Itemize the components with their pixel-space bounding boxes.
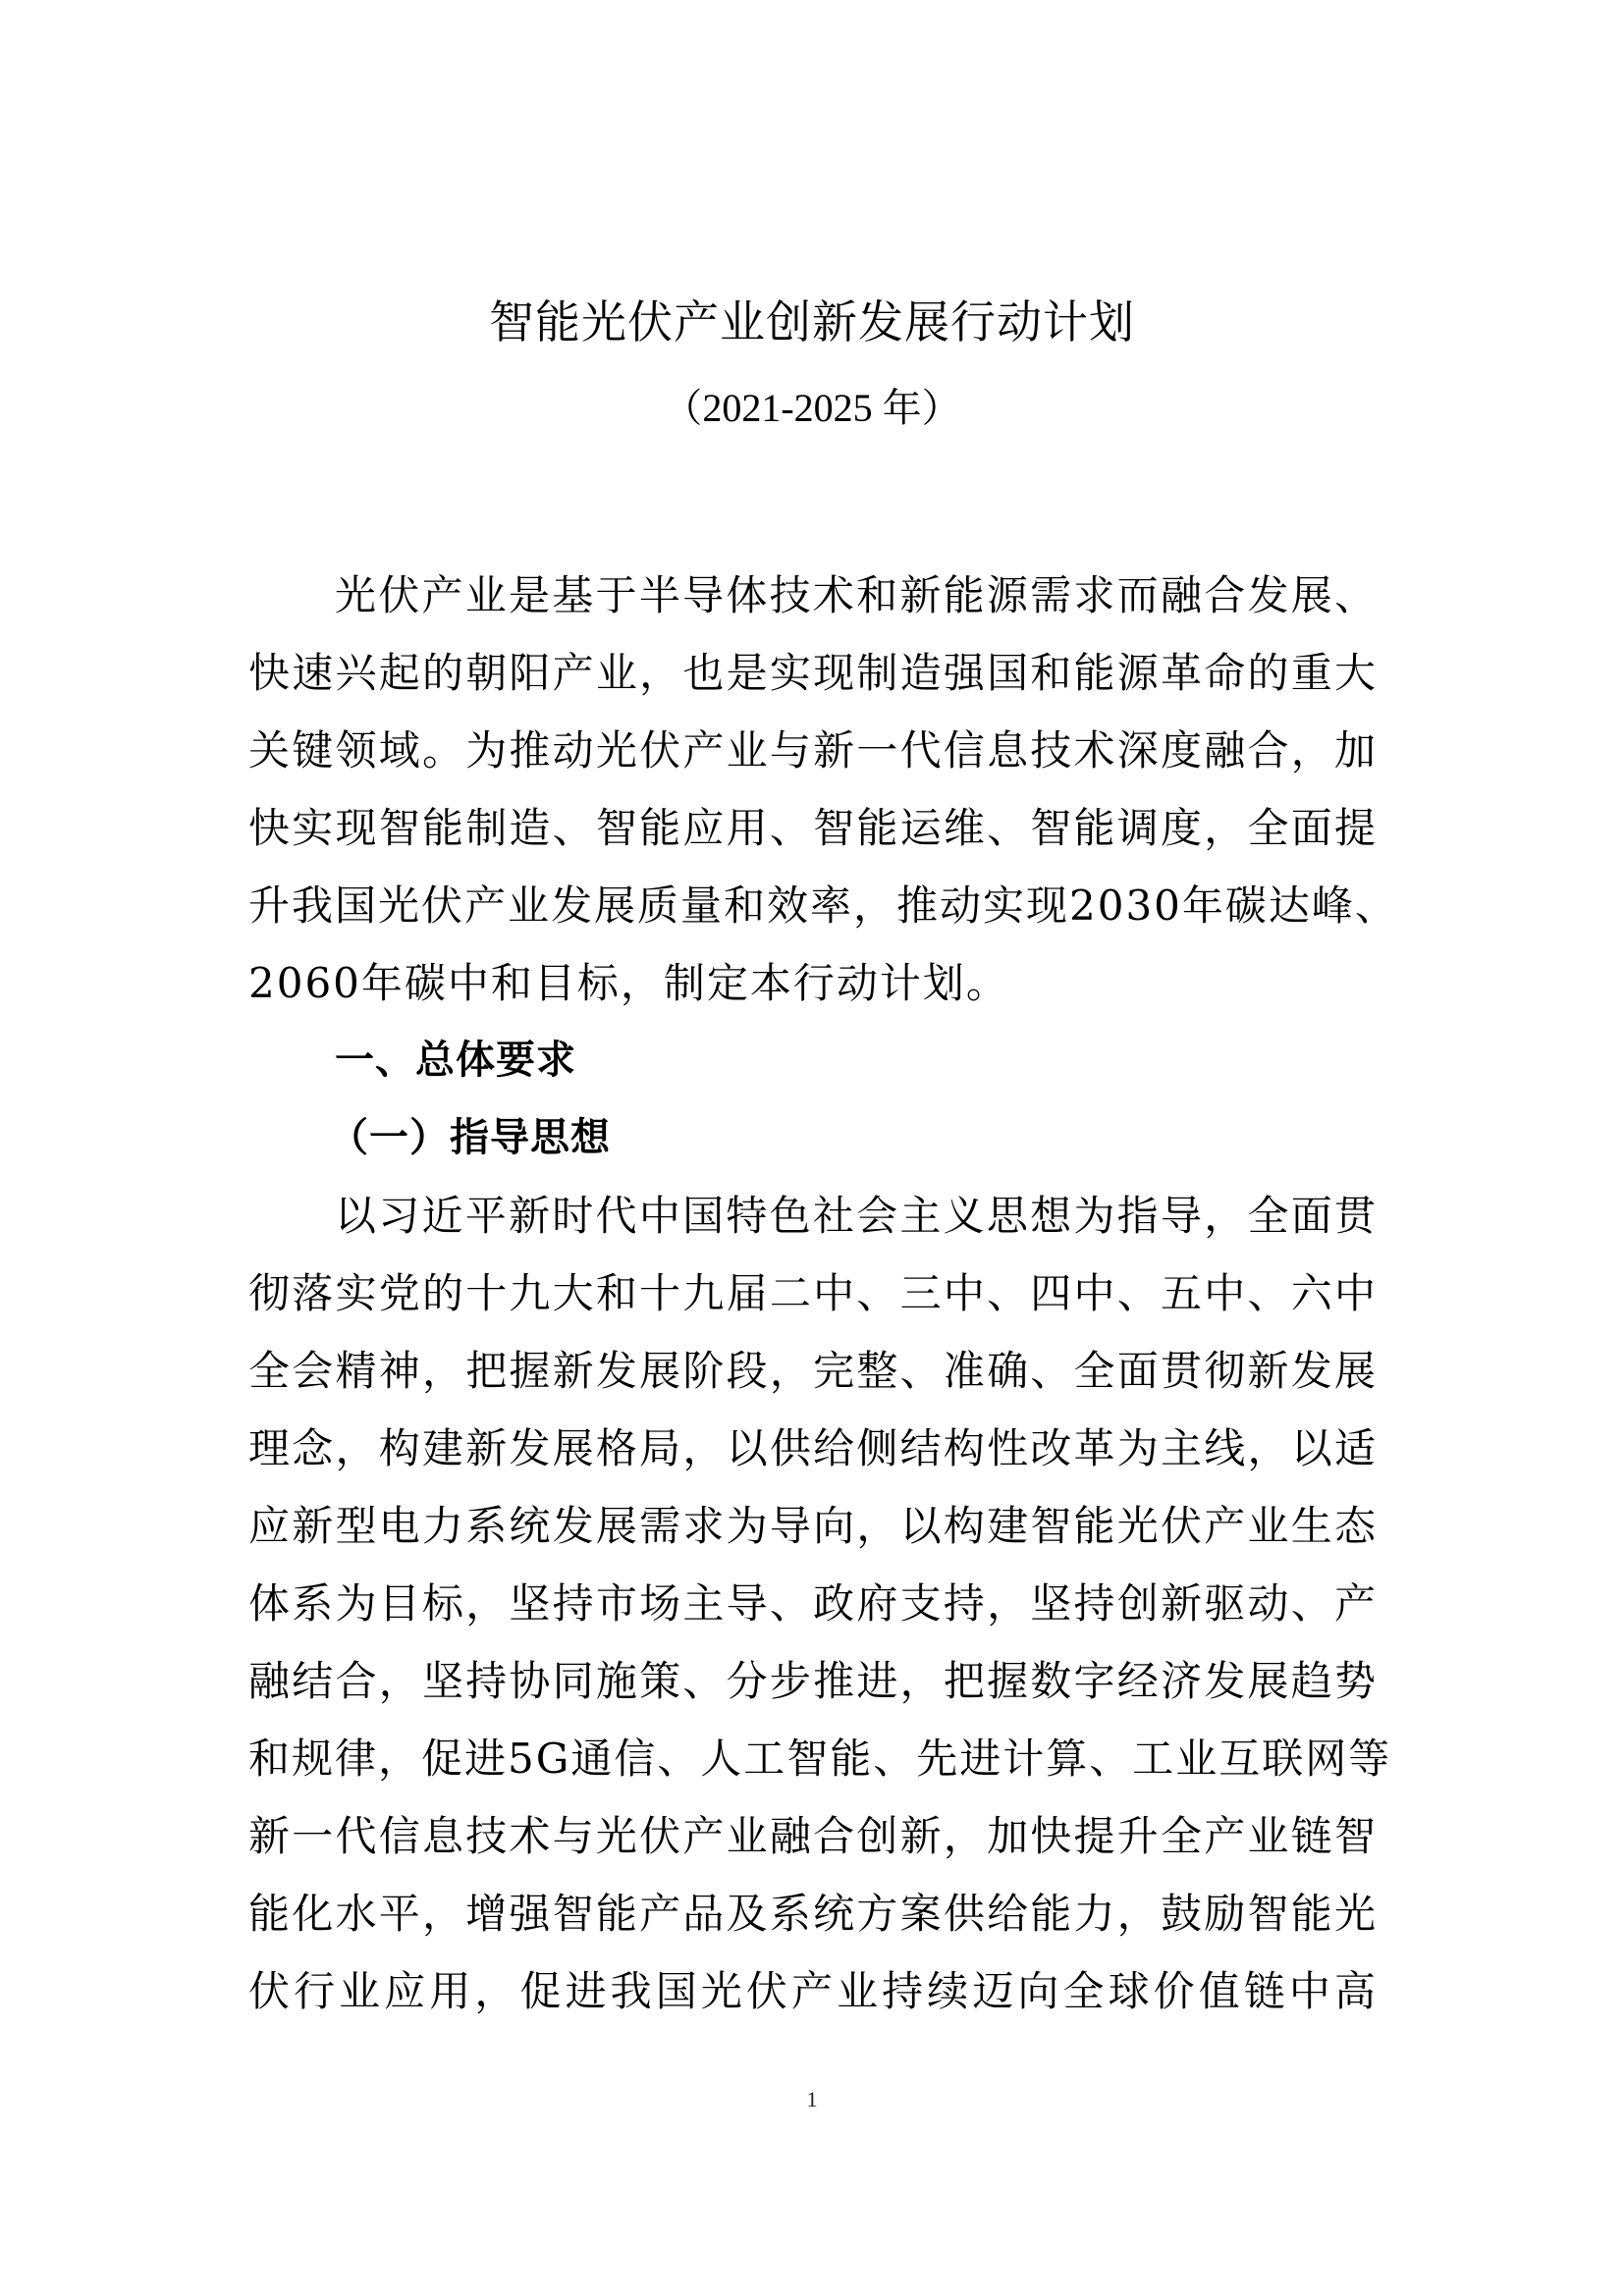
text-line: 关键领域。为推动光伏产业与新一代信息技术深度融合，加 (248, 726, 1378, 774)
text-line: 光伏产业是基于半导体技术和新能源需求而融合发展、 (335, 571, 1378, 619)
text-line: 快速兴起的朝阳产业，也是实现制造强国和能源革命的重大 (248, 649, 1378, 697)
intro-paragraph (248, 557, 1398, 1022)
text-line: 彻落实党的十九大和十九届二中、三中、四中、五中、六中 (248, 1269, 1378, 1317)
page-number: 1 (806, 2087, 818, 2111)
text-line: 全会精神，把握新发展阶段，完整、准确、全面贯彻新发展 (248, 1347, 1378, 1395)
text-line: 升我国光伏产业发展质量和效率，推动实现2030年碳达峰、 (248, 881, 1398, 930)
text-line: 伏行业应用，促进我国光伏产业持续迈向全球价值链中高 (248, 1967, 1378, 2015)
text-line: 融结合，坚持协同施策、分步推进，把握数字经济发展趋势 (248, 1657, 1378, 1705)
text-line: 快实现智能制造、智能应用、智能运维、智能调度，全面提 (248, 804, 1378, 852)
text-line: 以习近平新时代中国特色社会主义思想为指导，全面贯 (335, 1192, 1378, 1240)
section-heading: 一、总体要求 (335, 1038, 576, 1083)
text-line: 应新型电力系统发展需求为导向，以构建智能光伏产业生态 (248, 1502, 1378, 1550)
text-line: 能化水平，增强智能产品及系统方案供给能力，鼓励智能光 (248, 1890, 1378, 1938)
guiding-thought-paragraph (248, 1177, 1392, 2030)
document-subtitle: （2021-2025 年） (663, 386, 961, 430)
text-line: 体系为目标，坚持市场主导、政府支持，坚持创新驱动、产 (248, 1579, 1378, 1628)
subsection-heading: （一）指导思想 (329, 1115, 611, 1160)
text-line: 理念，构建新发展格局，以供给侧结构性改革为主线，以适 (248, 1424, 1378, 1472)
text-line: 和规律，促进5G通信、人工智能、先进计算、工业互联网等 (248, 1735, 1392, 1783)
text-line: 2060年碳中和目标，制定本行动计划。 (248, 959, 1009, 1007)
document-title: 智能光伏产业创新发展行动计划 (489, 295, 1135, 348)
text-line: 新一代信息技术与光伏产业融合创新，加快提升全产业链智 (248, 1812, 1378, 1860)
document-body (248, 557, 1398, 2030)
